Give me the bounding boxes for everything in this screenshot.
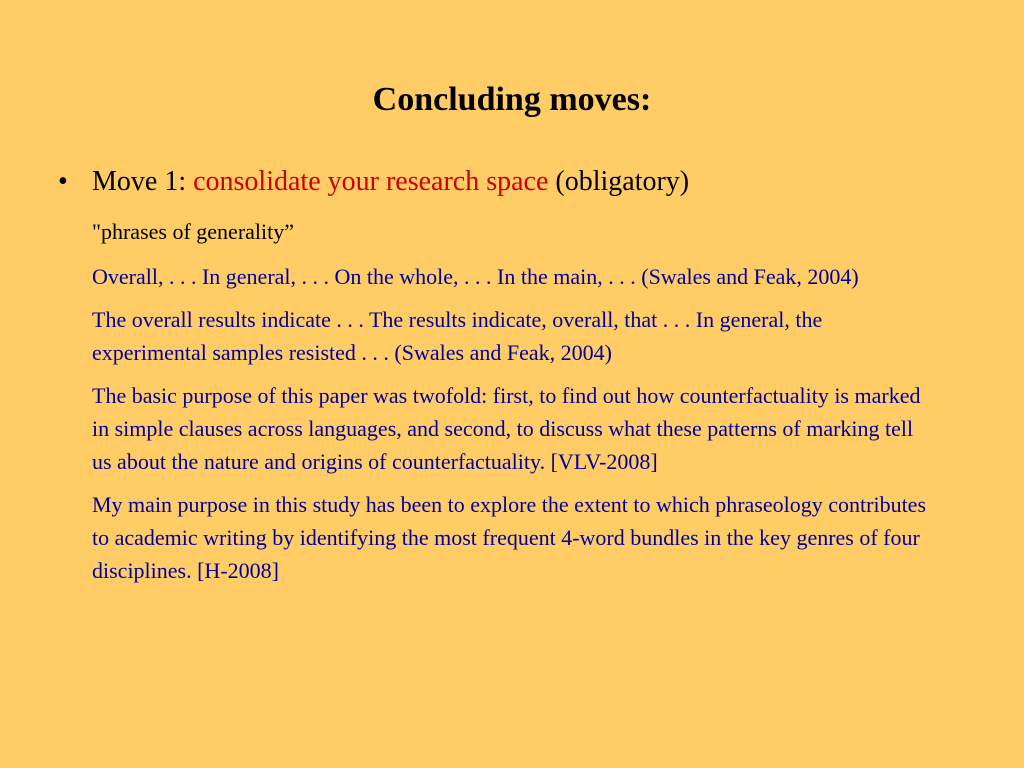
phrases-heading: "phrases of generality” xyxy=(92,219,295,244)
bullet-move-1 xyxy=(58,164,958,200)
slide-title: Concluding moves: xyxy=(372,81,652,118)
bullet-suffix: (obligatory) xyxy=(548,166,690,197)
example-paragraph: My main purpose in this study has been to explore the extent to which phraseology contributes to academic writing by identifying the most frequent 4-word bundles in the key genres of four disciplines. [H-2008] xyxy=(92,492,927,583)
example-paragraph: The basic purpose of this paper was twofold: first, to find out how counterfactuality is marked in simple clauses across languages, and second, to discuss what these patterns of marking tell us about the nature and origins of counterfactuality. [VLV-2008] xyxy=(92,383,921,474)
example-paragraph: The overall results indicate . . . The results indicate, overall, that . . . In general, the experimental samples resisted . . . (Swales and Feak, 2004) xyxy=(92,307,823,365)
bullet-icon: • xyxy=(58,166,68,197)
examples-list xyxy=(92,260,932,597)
bullet-highlight: consolidate your research space xyxy=(193,166,549,197)
example-paragraph: Overall, . . . In general, . . . On the whole, . . . In the main, . . . (Swales and Feak, 2004) xyxy=(92,264,859,289)
bullet-prefix: Move 1: xyxy=(92,166,194,197)
